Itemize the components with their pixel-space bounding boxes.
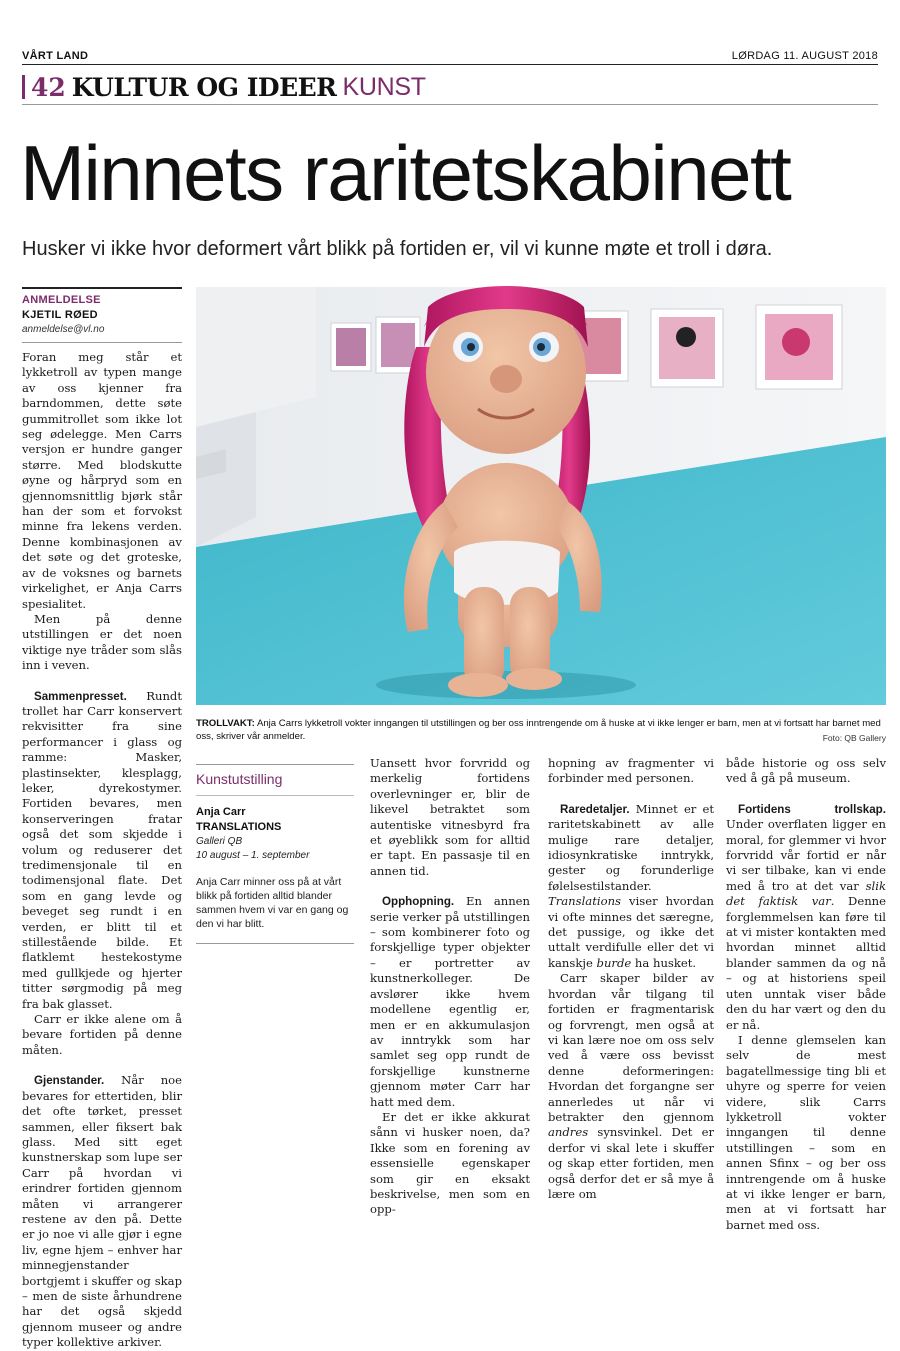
body-text: Rundt trollet har Carr konservert rekvisitter fra sine performancer i glass og ramme: Masker, plastinsekter, klesplagg, leker, dyrekostymer. Fortiden bevares, men konserveringen fratar også det som skjedde i volum og reduserer det tredimensjonale til en todimensjonal flate. Det som en gang levde og beveget seg rundt i en verden, er blitt til et stillestående bilde. Et flatklemt hestekostyme med gullkjede og hjerter titter sørgmodig på meg fra bak glasset. (22, 688, 182, 1011)
body-text: viser hvordan vi ofte minnes det særegne, det pussige, og ikke det uttalt verdifulle eller det vi kanskje (548, 894, 714, 970)
caption-text: Anja Carrs lykketroll vokter inngangen til utstillingen og ber oss inntrengende om å huske at vi ikke lenger er barn, men at vi fortsatt har barnet med oss, skriver vår anmelder. (196, 718, 881, 742)
body-paragraph (726, 802, 886, 1033)
body-paragraph: Uansett hvor forvridd og merkelig fortidens overlevninger er, blir de likevel betraktet som autentiske vitnesbyrd fra et øyeblikk som for alltid er tapt. En passasje til en annen tid. (370, 756, 530, 878)
subheading: Opphopning. (382, 895, 455, 909)
photo-credit: Foto: QB Gallery (822, 733, 886, 743)
factbox-heading: Kunstutstilling (196, 771, 354, 796)
body-text: . Denne forglemmelsen kan føre til at vi mister kontakten med hvordan minnet alltid blander sammen da og nå – og at historiens speil uten unntak viser både den du har vært og den du er nå. (726, 894, 886, 1032)
subsection-title: KUNST (342, 72, 426, 101)
body-paragraph: I denne glemselen kan selv de mest bagatellmessige ting bli et uhyre og sperre for veien videre, slik Carrs lykketroll vokter inngangen til denne utstillingen – som en annen Sfinx – og ber oss inntrengende om å huske at vi ikke lenger er barn, men at vi fortsatt har barnet med oss. (726, 1032, 886, 1232)
body-paragraph: hopning av fragmenter vi forbinder med personen. (548, 756, 714, 786)
caption-kicker: TROLLVAKT: (196, 718, 255, 729)
byline-kicker: ANMELDELSE (22, 294, 101, 306)
newspaper-name: VÅRT LAND (22, 50, 89, 62)
body-text: Under overflaten ligger en moral, for glemmer vi hvor forvridd vår fortid er når vi ser tilbake, kan vi ende med å tro at det var (726, 817, 886, 893)
body-paragraph (548, 802, 714, 971)
troll-sculpture-illustration (196, 287, 886, 705)
byline-rule (22, 287, 182, 289)
body-text: Carr skaper bilder av hvordan vår tilgang til fortiden er fragmentarisk og forvrengt, men også at vi kan lære noe om oss selv ved å være oss bevisst denne deformeringen: Hvordan det forgangne ser annerledes ut når vi betrakter den gjennom (548, 971, 714, 1124)
masthead-rule (22, 64, 878, 65)
article-column-3 (548, 756, 714, 1202)
body-text: ha husket. (631, 955, 697, 970)
body-text: En annen serie verker på utstillingen – som kombinerer foto og forskjellige typer objekter – er portretter av kunstnerkolleger. De avslører ikke hvem modellene egentlig er, men er en akkumulasjon av inntrykk som har samlet seg opp rundt de forskjellige kunstnerne gjennom møter Carr har hatt med dem. (370, 894, 531, 1109)
factbox-artist: Anja Carr (196, 806, 246, 818)
factbox-bottom-rule (196, 943, 354, 944)
issue-date: LØRDAG 11. AUGUST 2018 (731, 50, 878, 62)
subheading: Sammenpresset. (34, 689, 127, 703)
italic-phrase: slik det faktisk var (726, 878, 886, 909)
body-paragraph: Carr er ikke alene om å bevare fortiden på denne måten. (22, 1012, 182, 1057)
article-column-1 (22, 350, 182, 1351)
italic-word: burde (596, 955, 632, 970)
body-text: Minnet er et raritetskabinett av alle mulige rare detaljer, idiosynkratiske inntrykk, gester og forunderlige følelsestilstander. (548, 801, 715, 893)
photo-caption (196, 718, 886, 743)
subheading: Raredetaljer. (560, 802, 630, 816)
page-number: 42 (31, 72, 66, 102)
byline-divider (22, 342, 182, 343)
body-paragraph (22, 1073, 182, 1350)
body-paragraph: Foran meg står et lykketroll av typen mange av oss kjenner fra barndommen, dette søte gummitrollet som ikke lot seg ødelegge. Men Carrs versjon er hundre ganger større. Med blodskutte øyne og hårpryd som en gjennomsnittlig bjørk står han der som et forvokst minne fra lekens verden. Denne kombinasjonen av det søte og det groteske, av de voksnes og barnets virkelighet, er Anja Carrs spesialitet. (22, 350, 182, 611)
byline-author: KJETIL RØED (22, 309, 98, 321)
body-paragraph (370, 894, 530, 1110)
subheading: Gjenstander. (34, 1074, 105, 1088)
factbox-dates: 10 august – 1. september (196, 850, 310, 861)
factbox-exhibition-title: TRANSLATIONS (196, 821, 282, 833)
article-column-4 (726, 756, 886, 1233)
section-accent-bar (22, 75, 25, 99)
italic-title: Translations (548, 894, 621, 909)
section-rule (22, 104, 878, 105)
body-paragraph: både historie og oss selv ved å gå på museum. (726, 756, 886, 786)
body-paragraph: Er det er ikke akkurat sånn vi husker noen, da? Ikke som en forening av essensielle egenskaper som gir en eksakt beskrivelse, men som en opp- (370, 1109, 530, 1217)
body-text: synsvinkel. Det er derfor vi skal lete i skuffer og skap etter fortiden, men også derfor det er så mye å lære om (548, 1125, 714, 1201)
body-paragraph: Men på denne utstillingen er det noen viktige nye tråder som slås inn i veven. (22, 611, 182, 673)
lead-paragraph: Husker vi ikke hvor deformert vårt blikk på fortiden er, vil vi kunne møte et troll i døra. (22, 238, 773, 260)
article-photo-troll-sculpture (196, 287, 886, 705)
headline: Minnets raritetskabinett (20, 129, 791, 217)
body-text: Når noe bevares for ettertiden, blir det ofte tørket, presset sammen, eller fiksert bak glass. Med sitt eget kunstnerskap som lupe ser Carr på hvordan vi erindrer fortiden gjennom måten vi arrangerer restene av den på. Dette er jo noe vi alle gjør i egne liv, egne hjem – enhver har minnegjenstander bortgjemt i skuffer og skap – men de siste århundrene har det også skjedd gjennom museer og andre typer kollektive arkiver. (22, 1073, 183, 1350)
factbox-summary: Anja Carr minner oss på at vårt blikk på fortiden alltid blander sammen hvem vi var en gang og den vi har blitt. (196, 876, 349, 930)
body-paragraph (22, 689, 182, 1013)
subheading: Fortidens trollskap. (738, 802, 886, 816)
section-bar (22, 72, 426, 102)
italic-word: andres (548, 1125, 589, 1140)
byline-email[interactable]: anmeldelse@vl.no (22, 324, 105, 335)
article-column-2 (370, 756, 530, 1218)
factbox-venue: Galleri QB (196, 836, 243, 847)
exhibition-factbox (196, 764, 354, 944)
body-paragraph (548, 971, 714, 1202)
section-title: KULTUR OG IDEER (71, 72, 337, 102)
